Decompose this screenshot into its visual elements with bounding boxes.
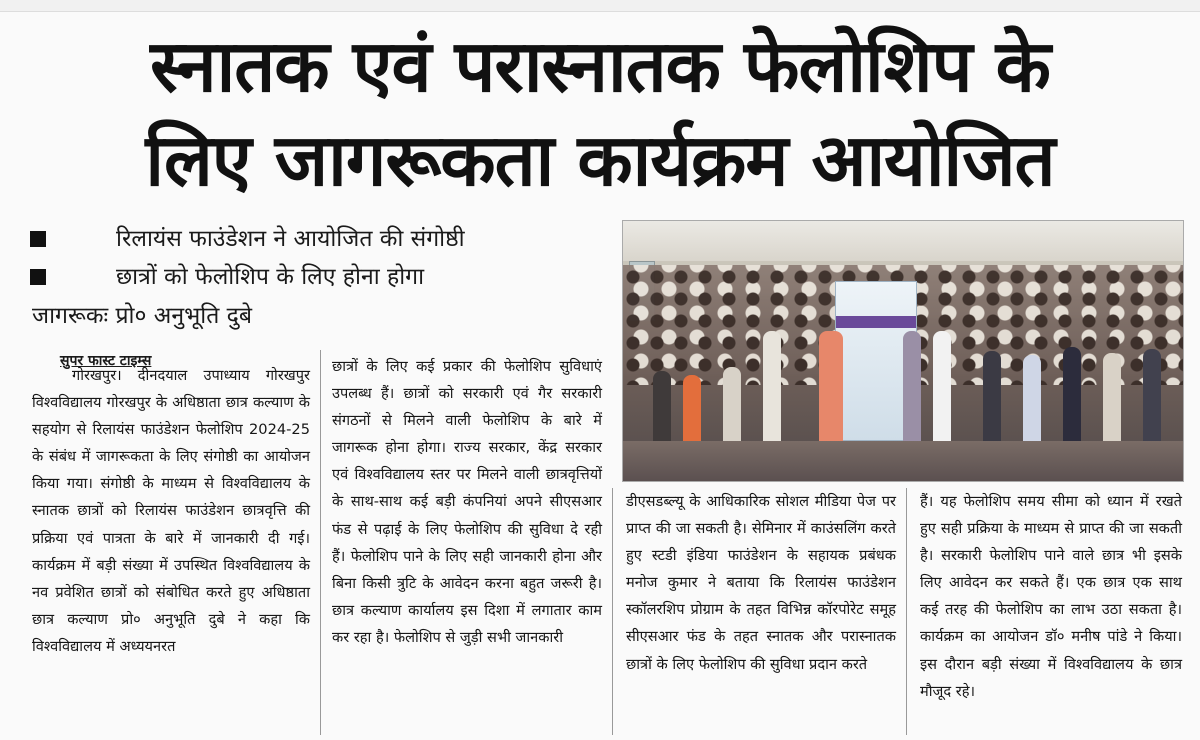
article-column-1: गोरखपुर। दीनदयाल उपाध्याय गोरखपुर विश्वविद्यालय गोरखपुर के अधिष्ठाता छात्र कल्याण के सहयोग से रिलायंस फाउंडेशन फेलोशिप 2024-25 के संबंध में जागरूकता के लिए संगोष्ठी का आयोजन किया गया। संगोष्ठी के माध्यम से विश्वविद्यालय के स्नातक छात्रों को रिलायंस फाउंडेशन छात्रवृत्ति की प्रक्रिया एवं पात्रता के बारे में जानकारी दी गई। कार्यक्रम में बड़ी संख्या में उपस्थित विश्वविद्यालय के नव प्रवेशित छात्रों को संबोधित करते हुए अधिष्ठाता छात्र कल्याण प्रो० अनुभूति दुबे ने कहा कि विश्वविद्यालय में अध्ययनरत bbox=[32, 367, 310, 655]
headline-line-1: स्नातक एवं परास्नातक फेलोशिप के bbox=[150, 24, 1050, 108]
article-column-4: हैं। यह फेलोशिप समय सीमा को ध्यान में रखते हुए सही प्रक्रिया के माध्यम से प्राप्त की जा सकती है। सरकारी फेलोशिप पाने वाले छात्र भी इसके लिए आवेदन कर सकते हैं। एक छात्र एक साथ कई तरह की फेलोशिप का लाभ उठा सकता है। कार्यक्रम का आयोजन डॉ० मनीष पांडे ने किया। इस दौरान बड़ी संख्या में विश्वविद्यालय के छात्र मौजूद रहे। bbox=[920, 493, 1182, 700]
headline-line-2: लिए जागरूकता कार्यक्रम आयोजित bbox=[145, 118, 1055, 202]
photo-person bbox=[723, 367, 741, 451]
photo-floor bbox=[623, 441, 1183, 481]
photo-person bbox=[1063, 347, 1081, 451]
subhead-2 bbox=[28, 258, 608, 296]
photo-person bbox=[903, 331, 921, 451]
column-divider bbox=[612, 488, 613, 735]
photo-ceiling bbox=[623, 221, 1183, 261]
page-top-strip bbox=[0, 0, 1200, 12]
photo-person bbox=[1143, 349, 1161, 451]
photo-person bbox=[983, 351, 1001, 451]
subheads bbox=[28, 220, 608, 336]
subhead-text: रिलायंस फाउंडेशन ने आयोजित की संगोष्ठी bbox=[116, 226, 465, 252]
article-column-3: डीएसडब्ल्यू के आधिकारिक सोशल मीडिया पेज पर प्राप्त की जा सकती है। सेमिनार में काउंसलिंग करते हुए स्टडी इंडिया फाउंडेशन के सहायक प्रबंधक मनोज कुमार ने बताया कि रिलायंस फाउंडेशन स्कॉलरशिप प्रोग्राम के तहत विभिन्न कॉरपोरेट समूह सीएसआर फंड के तहत स्नातक और परास्नातक छात्रों के लिए फेलोशिप की सुविधा प्रदान करते bbox=[626, 493, 896, 673]
photo-banner-band bbox=[836, 316, 916, 328]
article-column-2: छात्रों के लिए कई प्रकार की फेलोशिप सुविधाएं उपलब्ध हैं। छात्रों को सरकारी एवं गैर सरकारी संगठनों से मिलने वाली फेलोशिप के बारे में जागरूक होना होगा। राज्य सरकार, केंद्र सरकार एवं विश्वविद्यालय स्तर पर मिलने वाली छात्रवृत्तियों के साथ-साथ कई बड़ी कंपनियां अपने सीएसआर फंड से पढ़ाई के लिए फेलोशिप की सुविधा दे रही हैं। फेलोशिप पाने के लिए सही जानकारी होना और बिना किसी त्रुटि के आवेदन करना बहुत जरूरी है। छात्र कल्याण कार्यालय इस दिशा में लगातार काम कर रहा है। फेलोशिप से जुड़ी सभी जानकारी bbox=[332, 358, 602, 646]
photo-person bbox=[653, 371, 671, 451]
photo-person bbox=[1103, 353, 1121, 451]
photo-person bbox=[819, 331, 843, 451]
square-bullet-icon bbox=[30, 231, 46, 247]
square-bullet-icon bbox=[30, 269, 46, 285]
subhead-continuation: जागरूकः प्रो० अनुभूति दुबे bbox=[32, 303, 253, 329]
column-divider bbox=[320, 350, 321, 735]
subhead-1 bbox=[28, 220, 608, 258]
news-source: सुपर फास्ट टाइम्स bbox=[60, 353, 152, 369]
photo-person bbox=[1023, 355, 1041, 451]
photo-person bbox=[763, 331, 781, 451]
subhead-text: छात्रों को फेलोशिप के लिए होना होगा bbox=[116, 264, 425, 290]
column-divider bbox=[906, 488, 907, 735]
photo-person bbox=[933, 331, 951, 451]
event-photo bbox=[622, 220, 1184, 482]
photo-person bbox=[683, 375, 701, 451]
